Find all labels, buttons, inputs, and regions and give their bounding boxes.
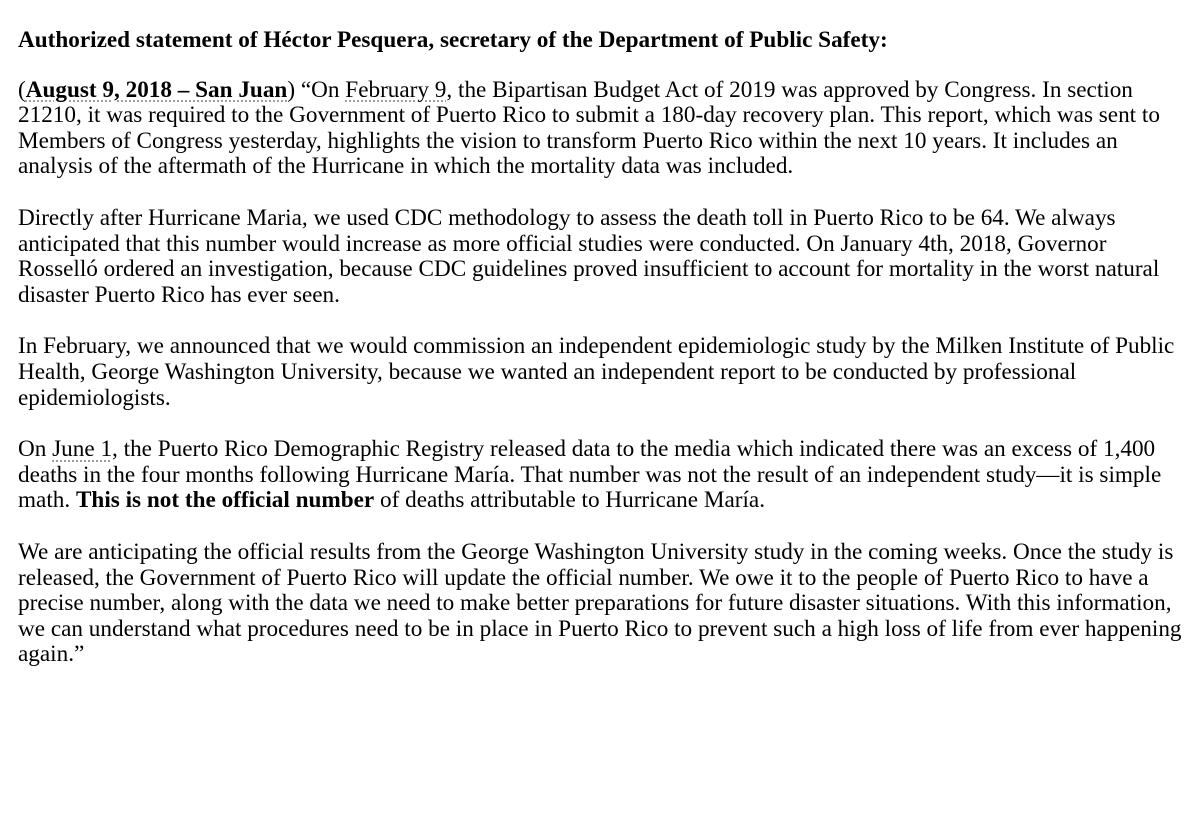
paragraph-demographic-registry (18, 437, 1190, 514)
paragraph-demographic-registry-lead: On (18, 436, 53, 463)
statement-heading: Authorized statement of Héctor Pesquera, secretary of the Department of Public Safety: (18, 27, 888, 53)
paren-open: ( (18, 76, 26, 103)
statement-document (18, 10, 1190, 668)
paragraph-death-toll: Directly after Hurricane Maria, we used CDC methodology to assess the death toll in Puerto Rico to be 64. We always anticipated that this number would increase as more official studies were conducted. On January 4th, 2018, Governor Rosselló ordered an investigation, because CDC guidelines proved insufficient to account for mortality in the worst natural disaster Puerto Rico has ever seen. (18, 204, 1160, 308)
quote-open: “On (295, 76, 346, 103)
paragraph-independent-study: In February, we announced that we would commission an independent epidemiologic study by the Milken Institute of Public Health, George Washington University, because we wanted an independent report to be conducted by professional epidemiologists. (18, 333, 1175, 411)
dateline: August 9, 2018 – San Juan (25, 76, 288, 103)
paragraph-demographic-registry-text: , the Puerto Rico Demographic Registry released data to the media which indicated there was an excess of 1,400 deaths in the four months following Hurricane María. That number was not the result of an independent study—it is simple math. (18, 436, 1162, 514)
not-official-number-emphasis: This is not the official number (75, 487, 375, 514)
paragraph-recovery-plan (18, 78, 1190, 180)
paren-close: ) (287, 76, 296, 103)
paragraph-official-results: We are anticipating the official results from the George Washington University study in the coming weeks. Once the study is released, the Government of Puerto Rico will update the official number. We owe it to the people of Puerto Rico to have a precise number, along with the data we need to make better preparations for future disaster situations. With this information, we can understand what procedures need to be in place in Puerto Rico to prevent such a high loss of life from ever happening again.” (18, 538, 1182, 668)
paragraph-demographic-registry-tail: of deaths attributable to Hurricane María. (374, 487, 766, 514)
date-june-1: June 1 (52, 436, 113, 463)
date-february-9: February 9 (345, 76, 447, 103)
paragraph-recovery-plan-text: , the Bipartisan Budget Act of 2019 was approved by Congress. In section 21210, it was required to the Government of Puerto Rico to submit a 180-day recovery plan. This report, which was sent to Members of Congress yesterday, highlights the vision to transform Puerto Rico within the next 10 years. It includes an analysis of the aftermath of the Hurricane in which the mortality data was included. (18, 76, 1160, 180)
